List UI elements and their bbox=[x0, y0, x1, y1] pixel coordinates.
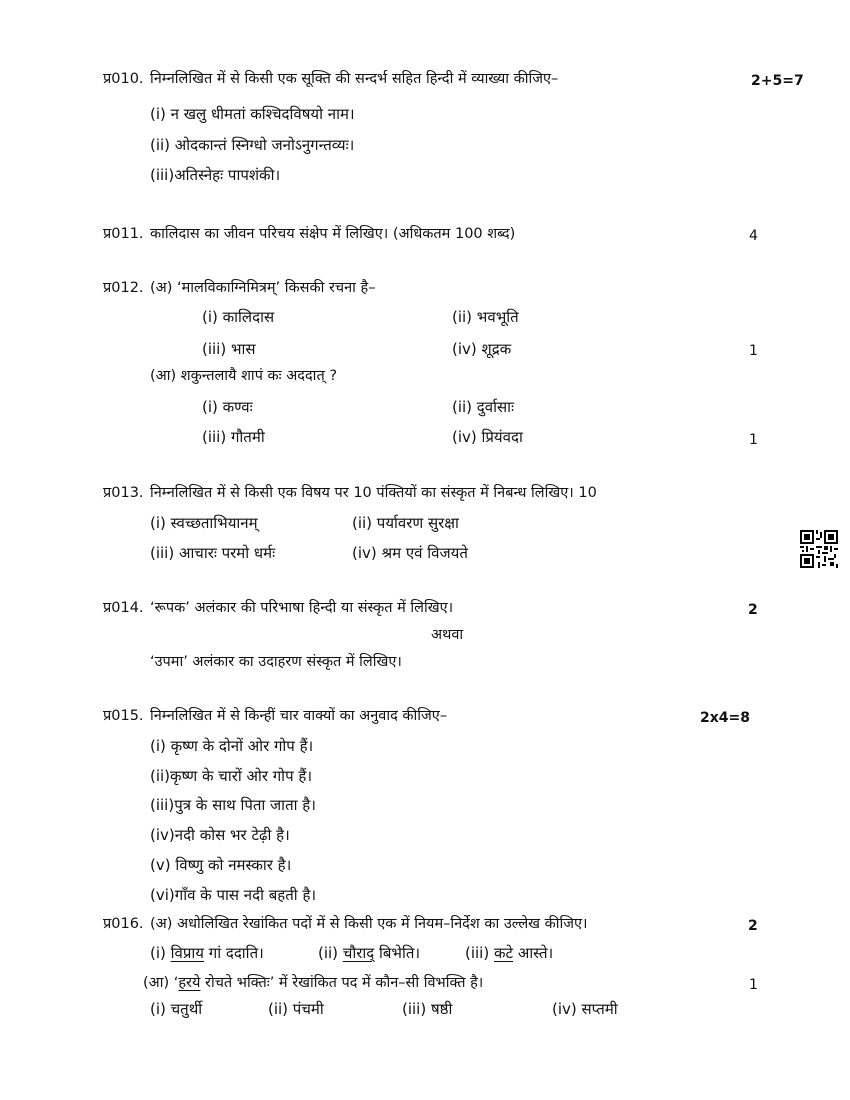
q16-b-text: (आ) ‘हरये रोचते भक्तिः’ में रेखांकित पद में कौन–सी विभक्ति है। bbox=[143, 975, 484, 991]
q12-a-text: (अ) ‘मालविकाग्निमित्रम्’ किसकी रचना है– bbox=[150, 280, 376, 296]
q12-b-option-3: (iii) गौतमी bbox=[202, 428, 265, 446]
q15-option-4: (iv)नदी कोस भर टेढ़ी है। bbox=[150, 826, 290, 844]
q16-label: प्र016. bbox=[103, 916, 144, 932]
q12-b-option-4: (iv) प्रियंवदा bbox=[452, 428, 523, 446]
q12-a-option-2: (ii) भवभूति bbox=[452, 308, 519, 326]
q15-option-3: (iii)पुत्र के साथ पिता जाता है। bbox=[150, 796, 316, 814]
q16-a-option-3-underlined: कटे bbox=[493, 944, 514, 962]
q14-text: ‘रूपक’ अलंकार की परिभाषा हिन्दी या संस्कृत में लिखिए। bbox=[150, 600, 454, 616]
q10-option-2: (ii) ओदकान्तं स्निग्धो जनोऽनुगन्तव्यः। bbox=[150, 136, 355, 154]
q16-b-option-2: (ii) पंचमी bbox=[268, 1000, 324, 1018]
qr-code-icon bbox=[800, 530, 838, 568]
q15-option-6: (vi)गाँव के पास नदी बहती है। bbox=[150, 886, 317, 904]
q14-or: अथवा bbox=[431, 627, 464, 643]
q12-b-marks: 1 bbox=[749, 432, 758, 448]
q15-text: निम्नलिखित में से किन्हीं चार वाक्यों का अनुवाद कीजिए– bbox=[150, 708, 448, 724]
q16-b-underlined: हरये bbox=[178, 975, 201, 991]
q16-b-option-1: (i) चतुर्थी bbox=[150, 1000, 203, 1018]
q16-b-option-3: (iii) षष्ठी bbox=[402, 1000, 453, 1018]
q12-b-text: (आ) शकुन्तलायै शापं कः अददात् ? bbox=[150, 368, 338, 384]
q12-label: प्र012. bbox=[103, 280, 144, 296]
q16-a-option-1: (i) विप्राय गां ददाति। bbox=[150, 944, 264, 962]
q15-option-2: (ii)कृष्ण के चारों ओर गोप हैं। bbox=[150, 767, 313, 785]
q15-marks: 2x4=8 bbox=[700, 710, 750, 726]
q13-option-3: (iii) आचारः परमो धर्मः bbox=[150, 544, 276, 562]
q16-a-option-2-underlined: चौराद् bbox=[342, 944, 375, 962]
q16-a-option-1-underlined: विप्राय bbox=[170, 944, 204, 962]
q12-a-option-3: (iii) भास bbox=[202, 340, 256, 358]
q11-marks: 4 bbox=[749, 228, 758, 244]
q13-option-1: (i) स्वच्छताभियानम् bbox=[150, 514, 258, 532]
q11-label: प्र011. bbox=[103, 226, 144, 242]
q13-label: प्र013. bbox=[103, 485, 144, 501]
q10-option-3: (iii)अतिस्नेहः पापशंकी। bbox=[150, 166, 281, 184]
q10-marks: 2+5=7 bbox=[751, 73, 804, 89]
q14-label: प्र014. bbox=[103, 600, 144, 616]
q16-a-option-2: (ii) चौराद् बिभेति। bbox=[318, 944, 421, 962]
q12-a-option-4: (iv) शूद्रक bbox=[452, 340, 512, 358]
q16-a-marks: 2 bbox=[748, 918, 758, 934]
q13-option-4: (iv) श्रम एवं विजयते bbox=[352, 544, 468, 562]
q12-a-option-1: (i) कालिदास bbox=[202, 308, 275, 326]
q14-marks: 2 bbox=[748, 602, 758, 618]
q14-alt-text: ‘उपमा’ अलंकार का उदाहरण संस्कृत में लिखिए। bbox=[150, 654, 402, 670]
q15-option-1: (i) कृष्ण के दोनों ओर गोप हैं। bbox=[150, 737, 314, 755]
q11-text: कालिदास का जीवन परिचय संक्षेप में लिखिए। (अधिकतम 100 शब्द) bbox=[150, 226, 516, 242]
q16-b-marks: 1 bbox=[749, 977, 758, 993]
q12-b-option-1: (i) कण्वः bbox=[202, 398, 253, 416]
q13-option-2: (ii) पर्यावरण सुरक्षा bbox=[352, 514, 459, 532]
q10-text: निम्नलिखित में से किसी एक सूक्ति की सन्दर्भ सहित हिन्दी में व्याख्या कीजिए– bbox=[150, 71, 559, 87]
q12-b-option-2: (ii) दुर्वासाः bbox=[452, 398, 515, 416]
q10-label: प्र010. bbox=[103, 71, 144, 87]
q10-option-1: (i) न खलु धीमतां कश्चिदविषयो नाम। bbox=[150, 105, 355, 123]
q16-a-text: (अ) अधोलिखित रेखांकित पदों में से किसी एक में नियम–निर्देश का उल्लेख कीजिए। bbox=[150, 916, 588, 932]
q15-option-5: (v) विष्णु को नमस्कार है। bbox=[150, 856, 292, 874]
q15-label: प्र015. bbox=[103, 708, 144, 724]
q13-text: निम्नलिखित में से किसी एक विषय पर 10 पंक्तियों का संस्कृत में निबन्ध लिखिए। 10 bbox=[150, 485, 597, 501]
q16-a-option-3: (iii) कटे आस्ते। bbox=[465, 944, 554, 962]
q12-a-marks: 1 bbox=[749, 343, 758, 359]
q16-b-option-4: (iv) सप्तमी bbox=[552, 1000, 618, 1018]
